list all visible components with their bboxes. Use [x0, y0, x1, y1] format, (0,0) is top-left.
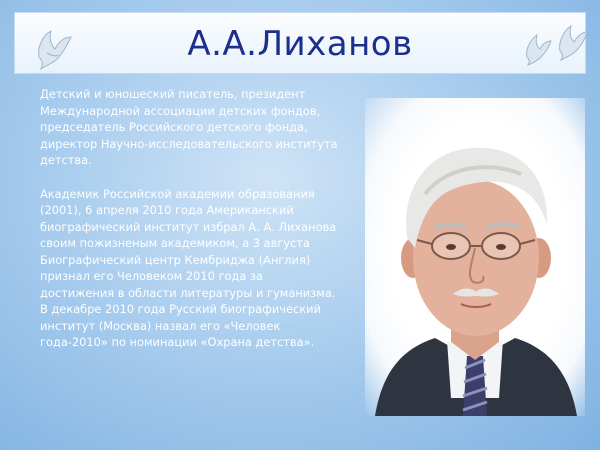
portrait-photo [365, 98, 585, 416]
title-banner [14, 12, 586, 74]
portrait-illustration [365, 98, 585, 416]
dove-icon [555, 23, 589, 65]
dove-icon [523, 33, 553, 69]
biography-paragraph: Детский и юношеский писатель, президент Международной ассоциации детских фондов, председатель Российского детского фонда, директор Научно-исследовательского института детства. [40, 87, 338, 167]
biography-paragraph: Академик Российской академии образования (2001), 6 апреля 2010 года Американский биографический институт избрал А. А. Лиханова своим пожизненым академиком, а 3 августа Биографический центр Кембриджа (Англия) признал его Человеком 2010 года за достижения в области литературы и гуманизма. В декабре 2010 года Русский биографический институт (Москва) назвал его «Человек года-2010» по номинации «Охрана детства». [40, 186, 337, 349]
biography-text [40, 86, 340, 368]
page-title: А.А.Лиханов [187, 24, 413, 64]
